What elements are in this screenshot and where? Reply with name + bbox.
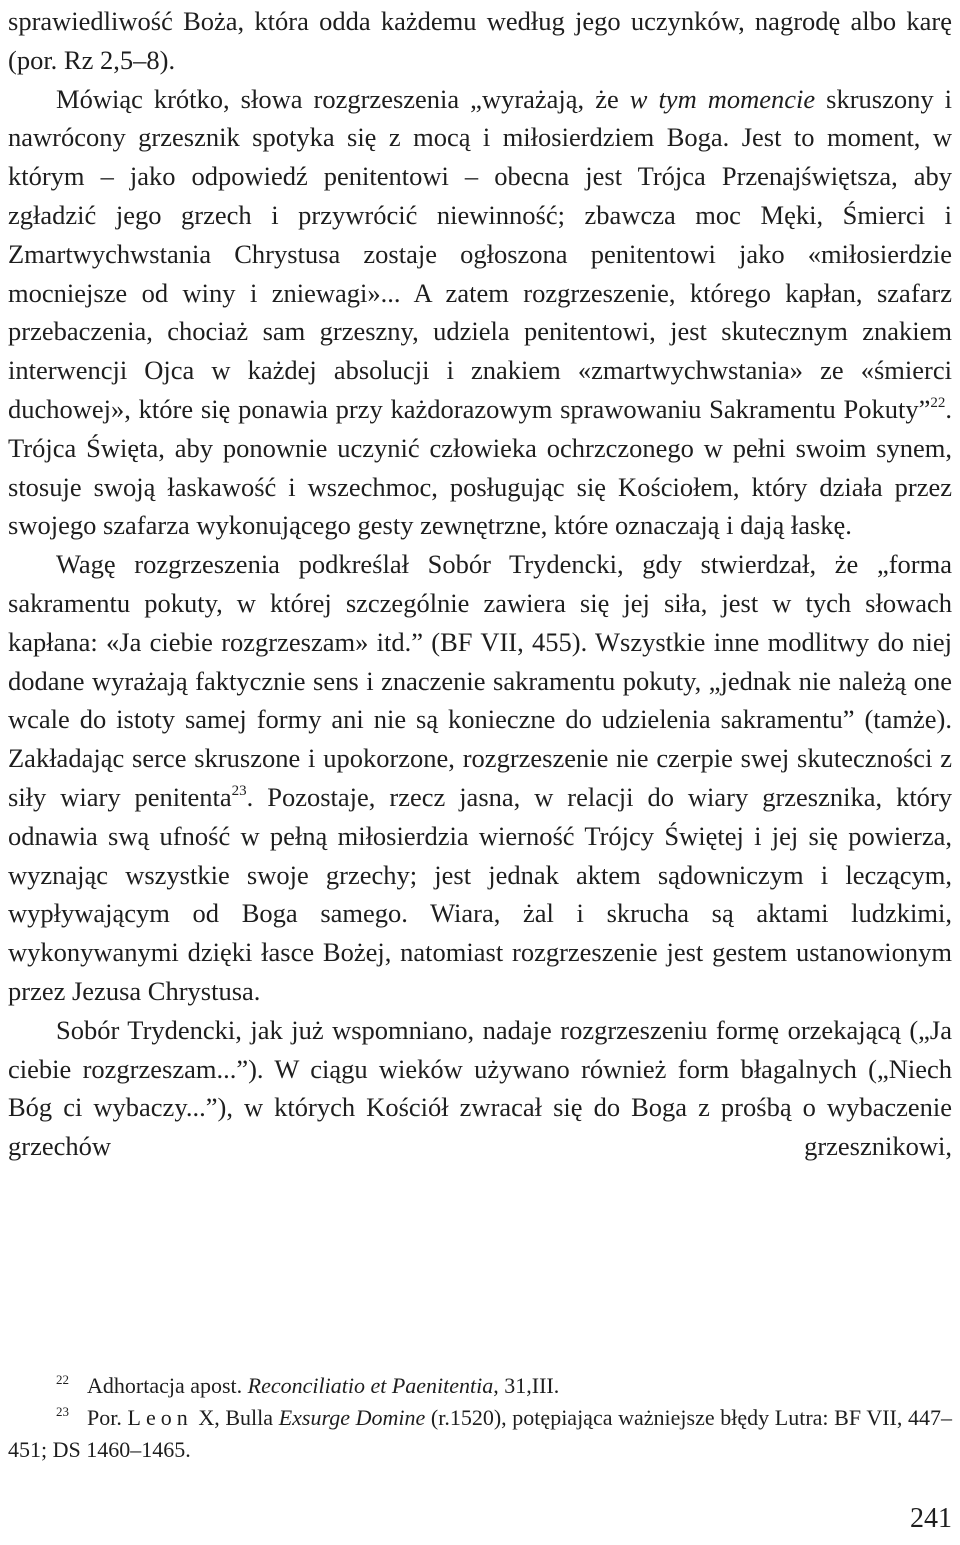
emphasis-text: w tym momencie [629,83,816,114]
footnote-author: Leon [127,1405,193,1430]
footnote-text: Adhortacja apost. [87,1373,248,1398]
footnote-reference: 22 [930,394,946,411]
footnote-text: , 31,III. [493,1373,560,1398]
footnotes [8,1370,952,1466]
footnote-text: X, Bulla [192,1405,279,1430]
paragraph-2-text: skruszony i nawrócony grzesznik spotyka się z mocą i miłosierdziem Boga. Jest to moment, w którym – jako odpowiedź penitentowi – obecna jest Trójca Przenajświętsza, aby zgładzić jego grzech i przywrócić niewinność; zbawcza moc Męki, Śmierci i Zmartwychwstania Chrystusa zostaje ogłoszona penitentowi jako «miłosierdzie mocniejsze od winy i zniewagi»... A zatem rozgrzeszenie, którego kapłan, szafarz przebaczenia, chociaż sam grzeszny, udziela penitentowi, jest skutecznym znakiem interwencji Ojca w każdej absolucji i znakiem «zmartwychwstania» ze «śmierci duchowej», które się ponawia przy każdorazowym sprawowaniu Sakramentu Pokuty” [8,83,952,424]
book-page [8,0,952,1545]
paragraph-1-text: sprawiedliwość Boża, która odda każdemu według jego uczynków, nagrodę albo karę (por. Rz 2,5–8). [8,6,952,75]
paragraph-2-text: Mówiąc krótko, słowa rozgrzeszenia „wyrażają, że [56,83,630,114]
paragraph-3 [8,545,952,1011]
footnote-text: Por. [87,1405,128,1430]
paragraph-1 [8,2,952,80]
footnote-22 [8,1370,952,1402]
footnote-title: Exsurge Domine [278,1405,426,1430]
paragraph-2-text: . Trójca Święta, aby ponownie uczynić człowieka ochrzczonego w pełni swoim synem, stosuje swoją łaskawość i wszechmoc, posługując się Kościołem, który działa przez swojego szafarza wykonującego gesty zewnętrzne, które oznaczają i dają łaskę. [8,393,952,541]
paragraph-3-text: Wagę rozgrzeszenia podkreślał Sobór Trydencki, gdy stwierdzał, że „forma sakramentu pokuty, w której szczególnie zawiera się jej siła, jest w tych słowach kapłana: «Ja ciebie rozgrzeszam» itd.” (BF VII, 455). Wszystkie inne modlitwy do niej dodane wyrażają faktycznie sens i znaczenie sakramentu pokuty, „jednak nie należą one wcale do istoty samej formy ani nie są konieczne do udzielenia sakramentu” (tamże). Zakładając serce skruszone i upokorzone, rozgrzeszenie nie czerpie swej skuteczności z siły wiary penitenta [8,549,952,812]
body-text [8,2,952,1166]
footnote-title: Reconciliatio et Paenitentia [247,1373,494,1398]
footnote-number: 22 [56,1372,69,1387]
footnote-23 [8,1402,952,1466]
paragraph-3-text: . Pozostaje, rzecz jasna, w relacji do wiary grzesznika, który odnawia swą ufność w pełną miłosierdzia wierność Trójcy Świętej i jej się powierza, wyznając wszystkie swoje grzechy; jest jednak aktem sądowniczym i leczącym, wypływającym od Boga samego. Wiara, żal i skrucha są aktami ludzkimi, wykonywanymi dzięki łasce Bożej, natomiast rozgrzeszenie jest gestem ustanowionym przez Jezusa Chrystusa. [8,781,952,1006]
page-number: 241 [910,1503,952,1534]
paragraph-4 [8,1011,952,1166]
paragraph-2 [8,80,952,546]
paragraph-4-text: Sobór Trydencki, jak już wspomniano, nadaje rozgrzeszeniu formę orzekającą („Ja ciebie rozgrzeszam...”). W ciągu wieków używano również form błagalnych („Niech Bóg ci wybaczy...”), w których Kościół zwracał się do Boga z prośbą o wybaczenie grzechów grzesznikowi, [8,1014,952,1162]
footnote-text: (r.1520), potępiająca ważniejsze błędy Lutra: BF VII, 447–451; DS 1460–1465. [8,1405,952,1462]
footnote-number: 23 [56,1404,69,1419]
footnote-reference: 23 [231,782,247,799]
